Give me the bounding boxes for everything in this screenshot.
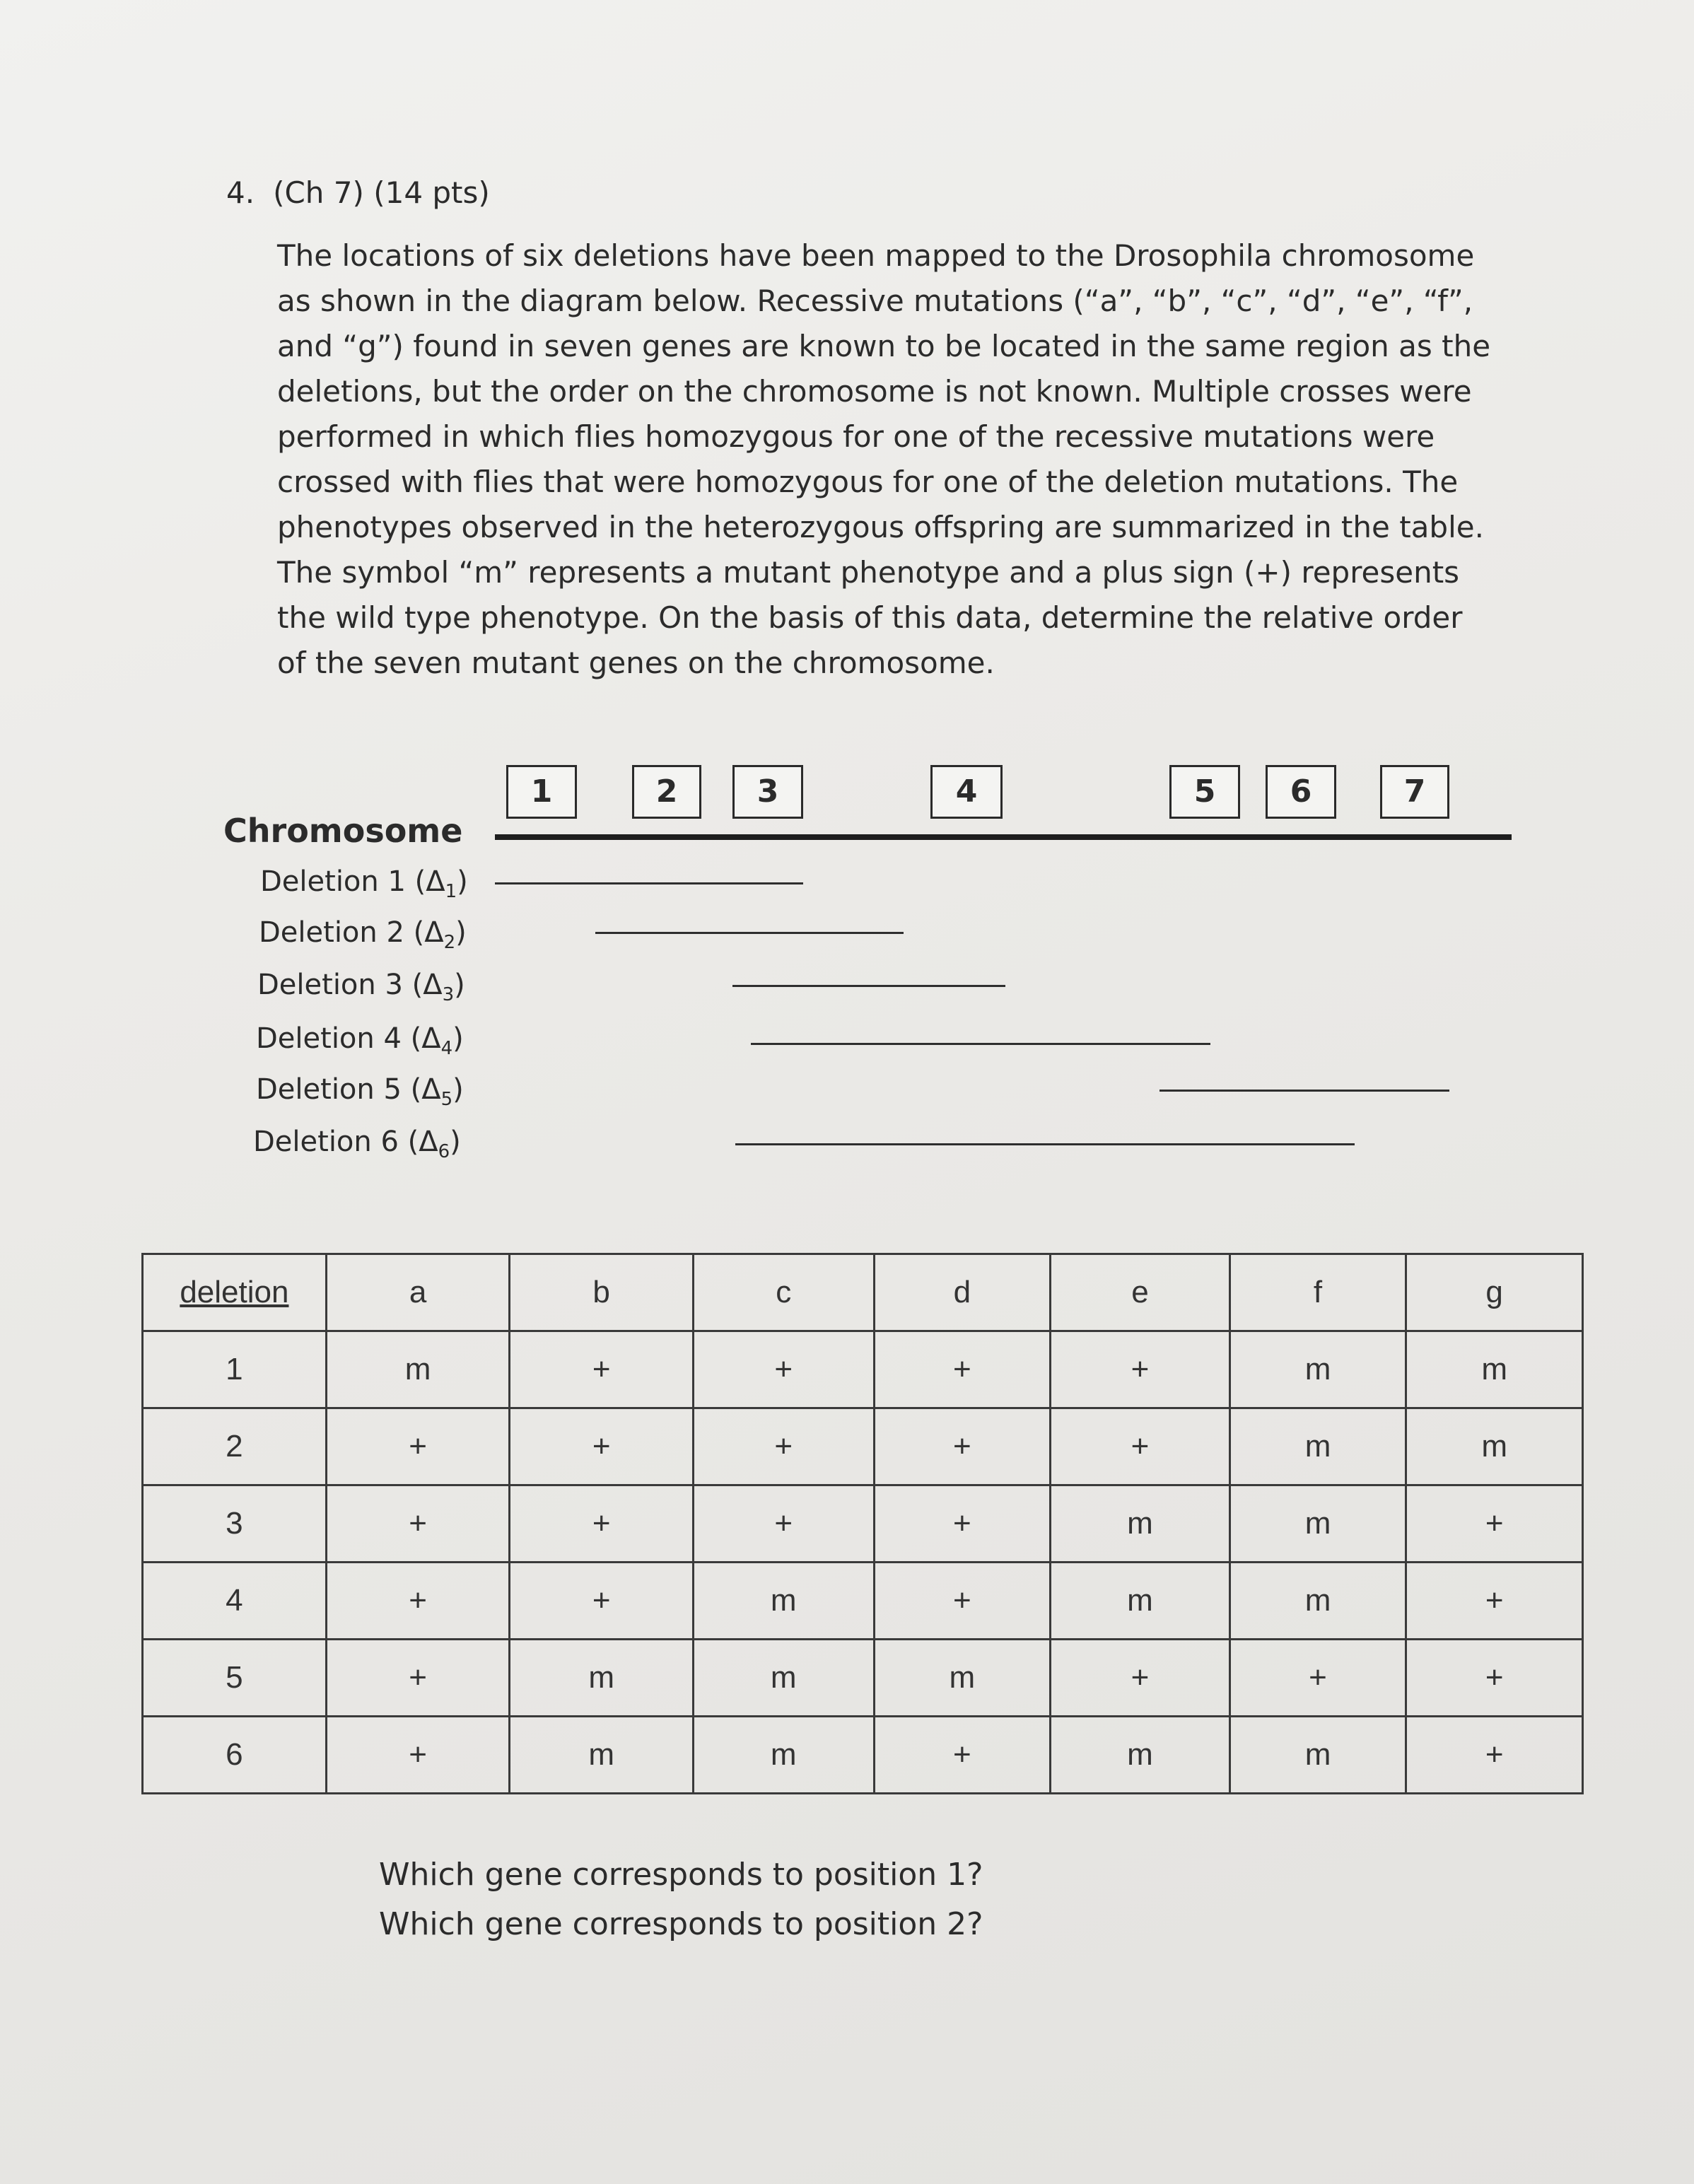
table-cell: +: [510, 1485, 694, 1563]
table-cell: m: [1229, 1563, 1406, 1640]
table-cell: m: [1229, 1331, 1406, 1408]
question-line: phenotypes observed in the heterozygous offspring are summarized in the table.: [277, 510, 1484, 544]
table-cell: m: [874, 1640, 1051, 1717]
deletion-label-2: Deletion 2 $(\Delta_2)$: [259, 916, 467, 953]
table-cell: +: [874, 1331, 1051, 1408]
table-cell: +: [326, 1485, 510, 1563]
table-cell: +: [1229, 1640, 1406, 1717]
question-points: (Ch 7) (14 pts): [273, 175, 490, 210]
table-cell: +: [326, 1640, 510, 1717]
deletion-5-span: [1159, 1090, 1449, 1092]
table-cell: 5: [143, 1640, 327, 1717]
question-line: the wild type phenotype. On the basis of this data, determine the relative order: [277, 600, 1463, 635]
table-row: [143, 1485, 1583, 1563]
prompt-position-1: Which gene corresponds to position 1?: [379, 1857, 983, 1893]
table-cell: 2: [143, 1408, 327, 1485]
table-cell: m: [1229, 1485, 1406, 1563]
table-row: [143, 1640, 1583, 1717]
table-cell: +: [326, 1563, 510, 1640]
table-cell: +: [510, 1331, 694, 1408]
header-cell: e: [1051, 1254, 1230, 1331]
table-cell: m: [510, 1640, 694, 1717]
position-box-7: 7: [1380, 765, 1449, 819]
deletion-4-span: [751, 1043, 1210, 1045]
question-line: as shown in the diagram below. Recessive mutations (“a”, “b”, “c”, “d”, “e”, “f”,: [277, 284, 1473, 318]
position-box-3: 3: [732, 765, 803, 819]
header-cell: a: [326, 1254, 510, 1331]
table-cell: m: [693, 1640, 874, 1717]
table-cell: +: [874, 1485, 1051, 1563]
table-row: [143, 1331, 1583, 1408]
position-box-5: 5: [1169, 765, 1240, 819]
question-line: and “g”) found in seven genes are known to be located in the same region as the: [277, 329, 1491, 363]
deletion-1-span: [495, 882, 803, 884]
table-cell: +: [874, 1717, 1051, 1794]
question-line: deletions, but the order on the chromosome is not known. Multiple crosses were: [277, 374, 1472, 409]
deletion-label-4: Deletion 4 $(\Delta_4)$: [256, 1022, 464, 1059]
table-cell: +: [874, 1563, 1051, 1640]
deletion-3-span: [732, 985, 1005, 987]
deletion-label-5: Deletion 5 $(\Delta_5)$: [256, 1073, 464, 1110]
position-box-1: 1: [506, 765, 577, 819]
question-number: 4.: [226, 175, 255, 210]
header-cell: b: [510, 1254, 694, 1331]
table-cell: m: [1406, 1331, 1583, 1408]
question-text: [277, 233, 1592, 686]
table-cell: 3: [143, 1485, 327, 1563]
table-cell: +: [510, 1408, 694, 1485]
table-cell: +: [1406, 1485, 1583, 1563]
table-cell: +: [1051, 1331, 1230, 1408]
table-cell: +: [693, 1331, 874, 1408]
deletion-label-6: Deletion 6 $(\Delta_6)$: [253, 1126, 461, 1162]
chromosome-line: [495, 834, 1512, 840]
table-cell: m: [1051, 1563, 1230, 1640]
question-line: crossed with flies that were homozygous for one of the deletion mutations. The: [277, 465, 1459, 499]
deletion-6-span: [735, 1143, 1355, 1145]
table-cell: m: [1051, 1485, 1230, 1563]
table-row: [143, 1408, 1583, 1485]
header-cell: g: [1406, 1254, 1583, 1331]
table-cell: m: [1229, 1408, 1406, 1485]
table-cell: +: [1406, 1717, 1583, 1794]
question-line: The locations of six deletions have been mapped to the Drosophila chromosome: [277, 238, 1475, 273]
table-cell: 4: [143, 1563, 327, 1640]
header-cell: d: [874, 1254, 1051, 1331]
position-box-6: 6: [1266, 765, 1336, 819]
table-cell: m: [1051, 1717, 1230, 1794]
header-cell: f: [1229, 1254, 1406, 1331]
header-cell: c: [693, 1254, 874, 1331]
table-cell: 6: [143, 1717, 327, 1794]
table-cell: m: [693, 1563, 874, 1640]
table-cell: m: [1229, 1717, 1406, 1794]
table-cell: +: [1406, 1640, 1583, 1717]
table-cell: +: [1051, 1408, 1230, 1485]
position-box-4: 4: [930, 765, 1003, 819]
table-cell: +: [1051, 1640, 1230, 1717]
table-cell: 1: [143, 1331, 327, 1408]
question-line: of the seven mutant genes on the chromosome.: [277, 646, 995, 680]
table-cell: +: [874, 1408, 1051, 1485]
table-cell: +: [510, 1563, 694, 1640]
position-box-2: 2: [632, 765, 701, 819]
table-cell: m: [693, 1717, 874, 1794]
prompt-position-2: Which gene corresponds to position 2?: [379, 1906, 983, 1942]
table-cell: m: [510, 1717, 694, 1794]
question-line: performed in which flies homozygous for one of the recessive mutations were: [277, 419, 1435, 454]
table-cell: +: [1406, 1563, 1583, 1640]
header-cell: deletion: [143, 1254, 327, 1331]
deletion-mapping-table: [141, 1253, 1584, 1794]
table-cell: +: [326, 1717, 510, 1794]
deletion-label-3: Deletion 3 $(\Delta_3)$: [257, 969, 465, 1005]
deletion-2-span: [595, 932, 904, 934]
table-cell: +: [693, 1485, 874, 1563]
chromosome-label: Chromosome: [223, 812, 463, 850]
table-row: [143, 1717, 1583, 1794]
table-row: [143, 1563, 1583, 1640]
question-header: [226, 175, 490, 210]
table-cell: m: [326, 1331, 510, 1408]
question-line: The symbol “m” represents a mutant phenotype and a plus sign (+) represents: [277, 555, 1460, 590]
table-cell: +: [693, 1408, 874, 1485]
table-cell: m: [1406, 1408, 1583, 1485]
table-cell: +: [326, 1408, 510, 1485]
table-header-row: [143, 1254, 1583, 1331]
deletion-label-1: Deletion 1 $(\Delta_1)$: [260, 865, 468, 902]
